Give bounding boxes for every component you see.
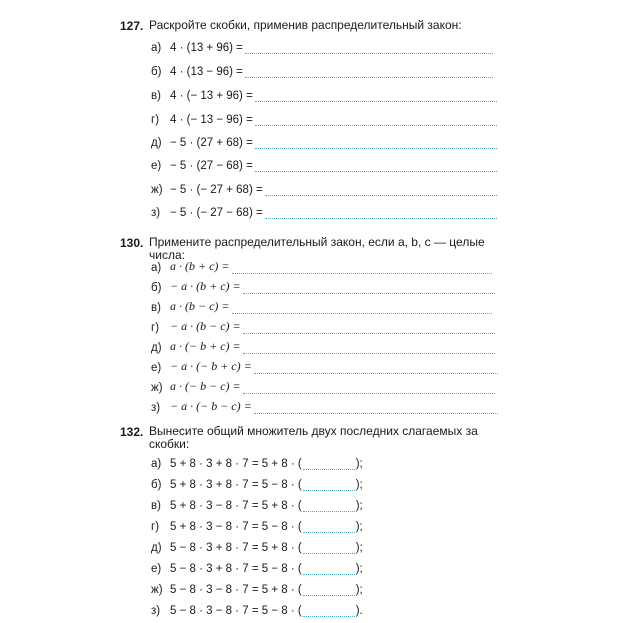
answer-line[interactable] [243,284,495,294]
exercise-row [151,182,497,196]
item-expression: 4 · (− 13 + 96) = [170,90,253,102]
answer-line[interactable] [265,186,497,196]
item-label: з) [151,207,161,219]
item-closing: ); [355,563,363,575]
task-title: Примените распределительный закон, если a, b, c — целые числа: [149,235,485,262]
item-label: д) [151,342,162,354]
answer-line[interactable] [265,209,497,219]
answer-blank[interactable] [303,544,355,554]
exercise-row [151,380,495,394]
answer-line[interactable] [255,92,497,102]
item-expression: − 5 · (− 27 − 68) = [170,207,263,219]
answer-line[interactable] [255,162,497,172]
item-expression: − a · (− b − c) = [170,399,252,413]
answer-blank[interactable] [303,607,355,617]
item-label: в) [151,500,161,512]
item-expression: 5 + 8 · 3 − 8 · 7 = 5 − 8 · ( [170,521,302,533]
task-number: 127. [120,19,144,33]
item-label: г) [151,114,160,126]
item-expression: − 5 · (27 − 68) = [170,160,253,172]
exercise-row [151,40,493,54]
task-number: 130. [120,236,144,250]
exercise-row [151,280,495,294]
item-expression: 4 · (− 13 − 96) = [170,114,253,126]
exercise-row [151,519,363,533]
exercise-row [151,300,492,314]
item-closing: ); [355,500,363,512]
item-label: г) [151,521,160,533]
answer-blank[interactable] [303,586,355,596]
item-label: ж) [151,382,163,394]
item-label: а) [151,262,162,274]
item-label: а) [151,42,162,54]
exercise-row [151,135,497,149]
item-expression: a · (− b + c) = [170,339,241,353]
answer-line[interactable] [245,44,493,54]
item-expression: − a · (b − c) = [170,319,241,333]
answer-blank[interactable] [303,523,355,533]
item-closing: ); [355,458,363,470]
item-label: б) [151,66,162,78]
item-label: а) [151,458,162,470]
item-label: е) [151,362,162,374]
exercise-row [151,561,363,575]
answer-line[interactable] [255,116,497,126]
item-closing: ). [355,605,363,617]
exercise-row [151,88,497,102]
item-expression: − 5 · (− 27 + 68) = [170,184,263,196]
task-title: Вынесите общий множитель двух последних слагаемых за скобки: [149,424,478,451]
item-expression: 4 · (13 − 96) = [170,66,243,78]
item-expression: 5 + 8 · 3 − 8 · 7 = 5 + 8 · ( [170,500,302,512]
item-label: в) [151,302,161,314]
item-closing: ); [355,479,363,491]
exercise-row [151,477,363,491]
answer-line[interactable] [254,404,498,414]
item-expression: 5 + 8 · 3 + 8 · 7 = 5 − 8 · ( [170,479,302,491]
task-title: Раскройте скобки, применив распределительный закон: [149,18,462,32]
exercise-row [151,456,363,470]
answer-line[interactable] [232,264,492,274]
item-label: д) [151,137,162,149]
item-label: е) [151,160,162,172]
exercise-row [151,64,493,78]
item-expression: a · (b + c) = [170,259,230,273]
task-number: 132. [120,425,144,439]
answer-line[interactable] [245,68,493,78]
item-label: ж) [151,184,163,196]
answer-line[interactable] [243,324,495,334]
item-label: е) [151,563,162,575]
exercise-row [151,260,492,274]
exercise-row [151,340,495,354]
answer-line[interactable] [254,364,498,374]
item-closing: ); [355,584,363,596]
item-expression: − a · (− b + c) = [170,359,252,373]
answer-blank[interactable] [303,460,355,470]
item-label: ж) [151,584,163,596]
exercise-row [151,498,363,512]
answer-line[interactable] [243,384,495,394]
answer-blank[interactable] [303,481,355,491]
item-label: г) [151,322,160,334]
exercise-row [151,540,363,554]
exercise-row [151,400,498,414]
item-expression: 5 + 8 · 3 + 8 · 7 = 5 + 8 · ( [170,458,302,470]
exercise-row [151,112,497,126]
item-label: з) [151,605,161,617]
item-label: д) [151,542,162,554]
exercise-row [151,603,363,617]
exercise-row [151,582,363,596]
item-label: в) [151,90,161,102]
answer-line[interactable] [232,304,492,314]
answer-line[interactable] [243,344,495,354]
item-label: б) [151,479,162,491]
item-expression: 5 − 8 · 3 + 8 · 7 = 5 − 8 · ( [170,563,302,575]
item-expression: a · (b − c) = [170,299,230,313]
exercise-row [151,158,497,172]
exercise-row [151,320,495,334]
answer-blank[interactable] [303,502,355,512]
exercise-row [151,205,497,219]
item-expression: 4 · (13 + 96) = [170,42,243,54]
item-expression: 5 − 8 · 3 + 8 · 7 = 5 + 8 · ( [170,542,302,554]
item-closing: ); [355,542,363,554]
item-expression: 5 − 8 · 3 − 8 · 7 = 5 − 8 · ( [170,605,302,617]
answer-line[interactable] [255,139,497,149]
item-expression: − 5 · (27 + 68) = [170,137,253,149]
item-expression: a · (− b − c) = [170,379,241,393]
item-expression: 5 − 8 · 3 − 8 · 7 = 5 + 8 · ( [170,584,302,596]
item-closing: ); [355,521,363,533]
exercise-row [151,360,498,374]
item-label: б) [151,282,162,294]
item-label: з) [151,402,161,414]
answer-blank[interactable] [303,565,355,575]
item-expression: − a · (b + c) = [170,279,241,293]
